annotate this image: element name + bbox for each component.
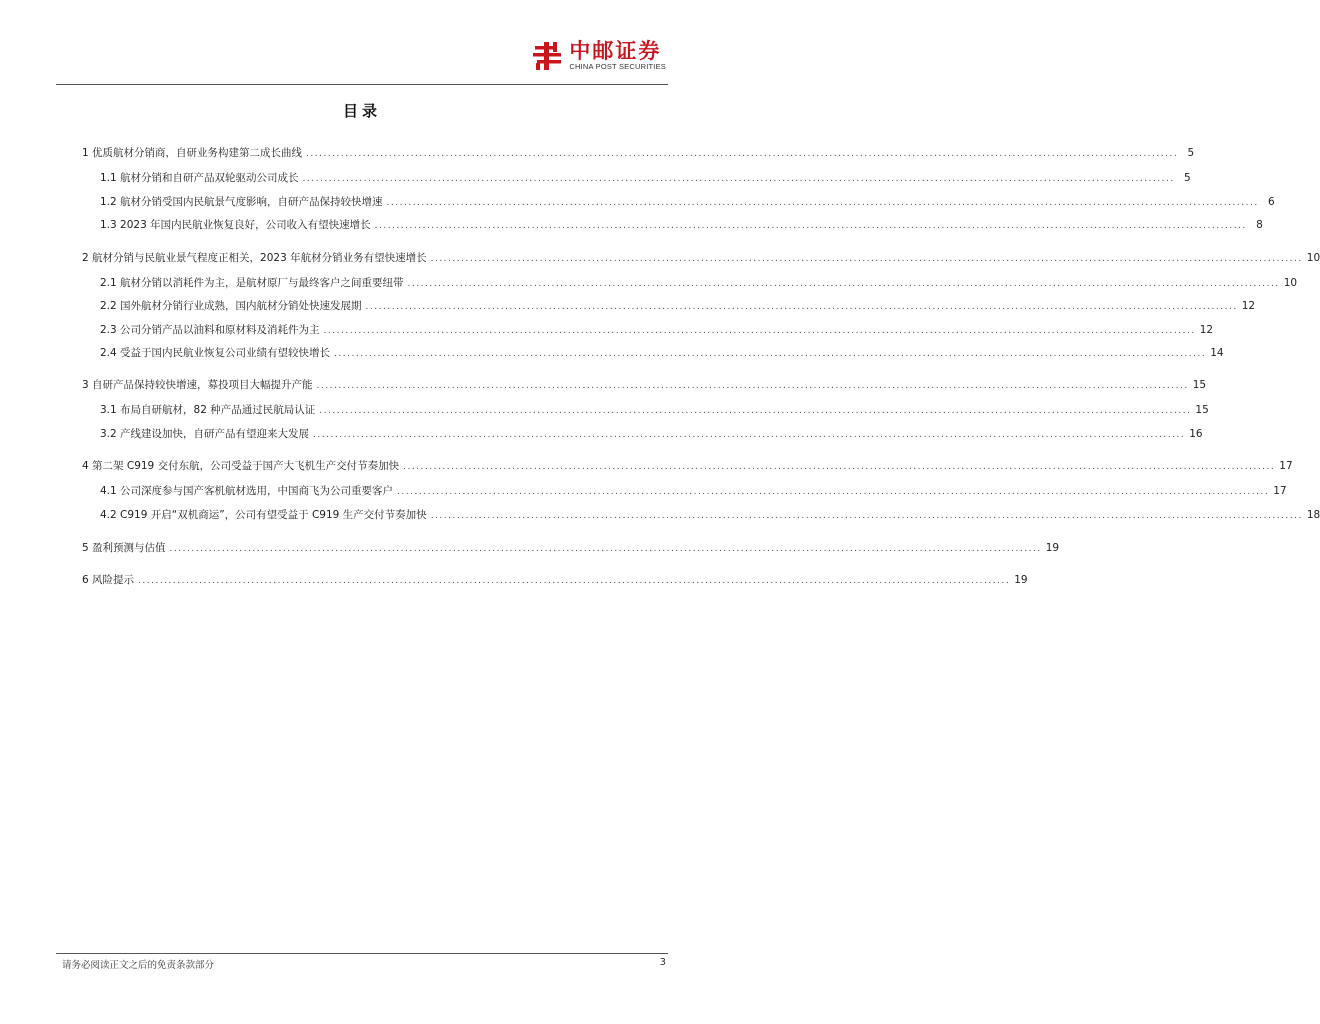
toc-entry-title: 优质航材分销商，自研业务构建第二成长曲线 <box>92 147 303 159</box>
toc-entry-number: 4.2 <box>100 509 121 521</box>
toc-entry-title: 公司深度参与国产客机航材选用，中国商飞为公司重要客户 <box>120 485 394 497</box>
toc-entry-page: 18 <box>1306 509 1320 521</box>
toc-leader-dots: ........................................................................................................................................................................................................ <box>374 221 1247 231</box>
toc-entry-title: 风险提示 <box>92 574 135 586</box>
toc-entry-number: 3.2 <box>100 428 121 440</box>
toc-entry-page: 5 <box>1187 147 1195 159</box>
toc-entry-page: 19 <box>1014 574 1028 586</box>
toc-entry-title: 2023 年国内民航业恢复良好，公司收入有望快速增长 <box>120 219 371 231</box>
china-post-logo-icon <box>533 40 563 72</box>
toc-leader-dots: ........................................................................................................................................................................................................ <box>397 487 1270 497</box>
toc-entry[interactable] <box>100 427 1203 441</box>
toc-entry-title: 航材分销以消耗件为主，是航材原厂与最终客户之间重要纽带 <box>120 277 404 289</box>
toc-entry-title: 国外航材分销行业成熟，国内航材分销处快速发展期 <box>120 300 362 312</box>
toc-entry[interactable] <box>100 299 1256 313</box>
toc-entry-title: 受益于国内民航业恢复公司业绩有望较快增长 <box>120 347 331 359</box>
toc-entry[interactable] <box>100 323 1214 337</box>
toc-leader-dots: ........................................................................................................................................................................................................ <box>430 511 1303 521</box>
toc-entry-number: 5 <box>82 542 93 554</box>
toc-leader-dots: ........................................................................................................................................................................................................ <box>407 279 1280 289</box>
toc-entry-page: 12 <box>1241 300 1256 312</box>
toc-entry-page: 16 <box>1189 428 1203 440</box>
toc-entry[interactable] <box>100 171 1191 185</box>
toc-entry-number: 2 <box>82 252 93 264</box>
toc-entry-title: 盈利预测与估值 <box>92 542 166 554</box>
toc-entry[interactable] <box>82 541 1060 555</box>
toc-entry-number: 2.1 <box>100 277 121 289</box>
toc-entry[interactable] <box>100 276 1298 290</box>
toc-entry[interactable] <box>100 218 1263 232</box>
toc-entry-number: 4.1 <box>100 485 121 497</box>
toc-entry-title: 公司分销产品以油料和原材料及消耗件为主 <box>120 324 320 336</box>
toc-leader-dots: ........................................................................................................................................................................................................ <box>138 576 1011 586</box>
toc-entry-title: 产线建设加快，自研产品有望迎来大发展 <box>120 428 310 440</box>
footer-disclaimer: 请务必阅读正文之后的免责条款部分 <box>62 960 215 971</box>
toc-leader-dots: ........................................................................................................................................................................................................ <box>386 198 1259 208</box>
toc-entry[interactable] <box>82 459 1293 473</box>
toc-entry[interactable] <box>82 378 1207 392</box>
toc-title: 目录 <box>342 102 381 120</box>
toc-leader-dots: ........................................................................................................................................................................................................ <box>323 326 1196 336</box>
toc-entry[interactable] <box>100 508 1320 522</box>
brand-logo <box>533 40 666 72</box>
toc-entry-number: 1.1 <box>100 172 121 184</box>
toc-leader-dots: ........................................................................................................................................................................................................ <box>319 406 1192 416</box>
toc-entry-page: 15 <box>1195 404 1209 416</box>
toc-entry-number: 1.2 <box>100 196 121 208</box>
toc-entry[interactable] <box>82 251 1320 265</box>
toc-entry-page: 12 <box>1199 324 1214 336</box>
brand-name-en: CHINA POST SECURITIES <box>569 62 666 71</box>
toc-entry-number: 1 <box>82 147 93 159</box>
toc-leader-dots: ........................................................................................................................................................................................................ <box>306 149 1179 159</box>
footer-divider <box>56 953 668 954</box>
toc-entry[interactable] <box>100 195 1275 209</box>
toc-entry-page: 8 <box>1256 219 1263 231</box>
toc-entry-title: C919 开启“双机商运”，公司有望受益于 C919 生产交付节奏加快 <box>120 509 427 521</box>
toc-entry-page: 10 <box>1306 252 1320 264</box>
toc-entry-title: 布局自研航材，82 种产品通过民航局认证 <box>120 404 316 416</box>
header-divider <box>56 84 668 85</box>
toc-entry[interactable] <box>82 573 1028 587</box>
toc-entry-number: 2.4 <box>100 347 121 359</box>
toc-leader-dots: ........................................................................................................................................................................................................ <box>403 462 1276 472</box>
toc-leader-dots: ........................................................................................................................................................................................................ <box>316 381 1189 391</box>
toc-entry-title: 自研产品保持较快增速，募投项目大幅提升产能 <box>92 379 313 391</box>
toc-entry-title: 航材分销与民航业景气程度正相关，2023 年航材分销业务有望快速增长 <box>92 252 427 264</box>
toc-entry-page: 5 <box>1184 172 1191 184</box>
toc-entry[interactable] <box>100 346 1224 360</box>
toc-leader-dots: ........................................................................................................................................................................................................ <box>365 302 1238 312</box>
brand-name-cn: 中邮证券 <box>569 39 662 63</box>
toc-entry-page: 10 <box>1283 277 1298 289</box>
toc-leader-dots: ........................................................................................................................................................................................................ <box>334 349 1207 359</box>
toc-entry-number: 2.3 <box>100 324 121 336</box>
toc-leader-dots: ........................................................................................................................................................................................................ <box>430 254 1303 264</box>
toc-entry-page: 17 <box>1279 460 1293 472</box>
toc-leader-dots: ........................................................................................................................................................................................................ <box>313 430 1186 440</box>
toc-entry-number: 6 <box>82 574 93 586</box>
toc-entry-page: 6 <box>1268 196 1275 208</box>
toc-entry-page: 15 <box>1192 379 1207 391</box>
toc-entry-number: 4 <box>82 460 93 472</box>
toc-entry[interactable] <box>100 484 1287 498</box>
toc-entry-page: 14 <box>1210 347 1224 359</box>
toc-entry[interactable] <box>82 146 1195 160</box>
toc-entry-page: 17 <box>1273 485 1287 497</box>
toc-entry-number: 2.2 <box>100 300 121 312</box>
toc-entry-page: 19 <box>1045 542 1060 554</box>
toc-entry-title: 航材分销受国内民航景气度影响，自研产品保持较快增速 <box>120 196 383 208</box>
toc-entry-number: 3 <box>82 379 93 391</box>
toc-entry-title: 航材分销和自研产品双轮驱动公司成长 <box>120 172 299 184</box>
toc-leader-dots: ........................................................................................................................................................................................................ <box>169 544 1042 554</box>
toc-entry-number: 1.3 <box>100 219 121 231</box>
toc-entry[interactable] <box>100 403 1209 417</box>
toc-entry-number: 3.1 <box>100 404 121 416</box>
toc-entry-title: 第二架 C919 交付东航，公司受益于国产大飞机生产交付节奏加快 <box>92 460 400 472</box>
page-number: 3 <box>659 957 666 968</box>
toc-leader-dots: ........................................................................................................................................................................................................ <box>302 174 1175 184</box>
